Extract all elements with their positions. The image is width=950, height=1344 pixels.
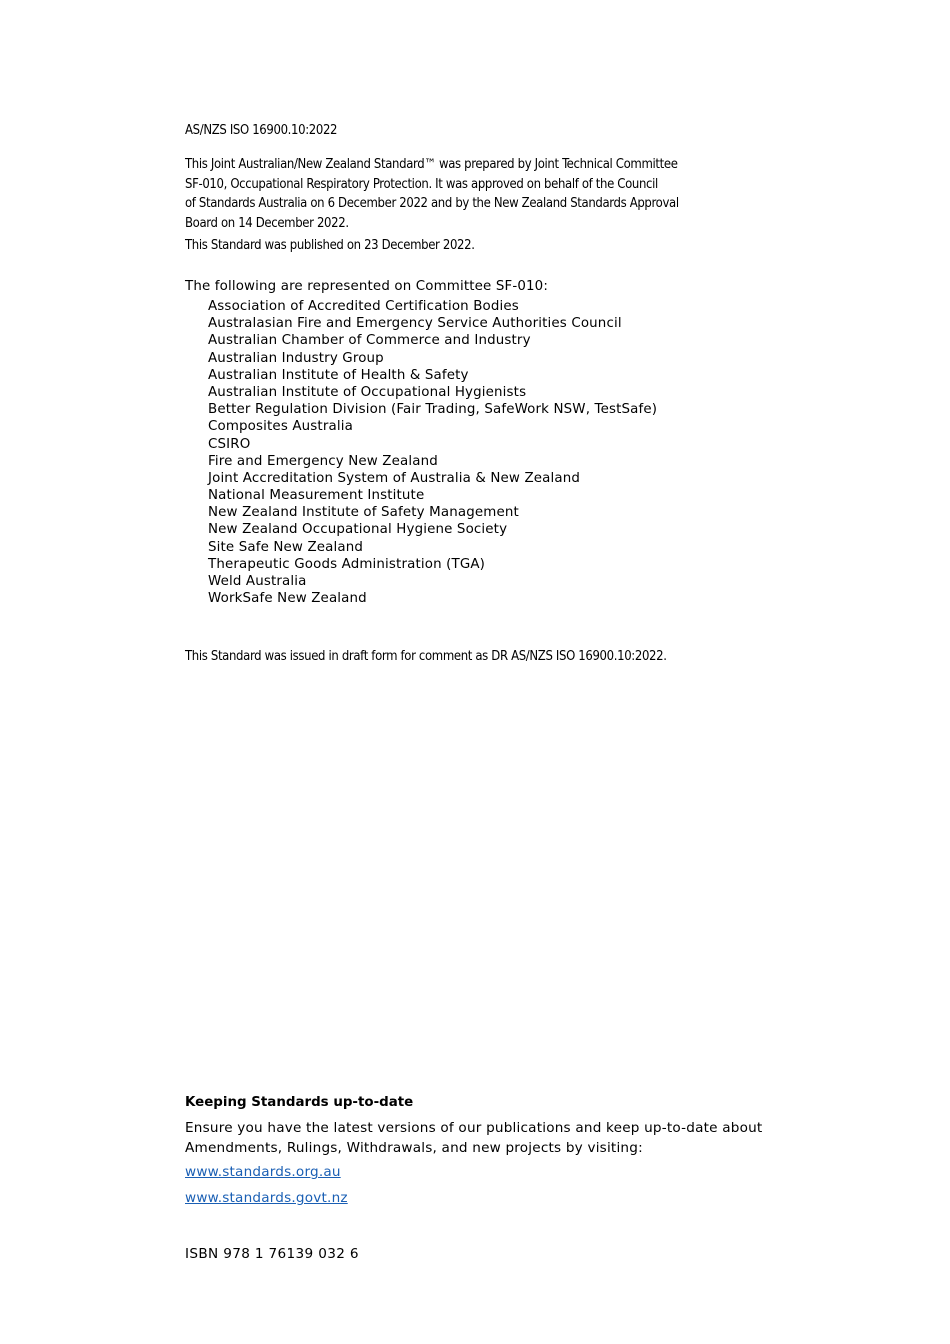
committee-member: Weld Australia [208,574,307,589]
committee-member: Australian Institute of Health & Safety [208,367,469,383]
committee-member: National Measurement Institute [208,488,425,504]
preparation-line: This Joint Australian/New Zealand Standard™ was prepared by Joint Technical Committee [185,157,678,172]
committee-member: New Zealand Institute of Safety Management [208,505,519,521]
committee-member: Australian Industry Group [208,350,384,366]
committee-member: New Zealand Occupational Hygiene Society [208,522,508,538]
committee-member-list [208,298,657,607]
committee-member: Fire and Emergency New Zealand [208,453,438,469]
committee-member: Site Safe New Zealand [208,539,364,555]
committee-member: CSIRO [208,436,251,452]
committee-member: Joint Accreditation System of Australia & New Zealand [208,470,581,486]
committee-member: Therapeutic Goods Administration (TGA) [208,556,486,572]
committee-member: Better Regulation Division (Fair Trading, SafeWork NSW, TestSafe) [208,402,658,418]
preparation-line: Board on 14 December 2022. [185,215,349,231]
committee-member: Australian Chamber of Commerce and Industry [208,333,531,349]
committee-member: Australian Institute of Occupational Hygienists [208,384,527,400]
committee-member: Australasian Fire and Emergency Service Authorities Council [208,316,622,332]
preparation-line: of Standards Australia on 6 December 2022 and by the New Zealand Standards Approval [185,196,679,211]
draft-notice: This Standard was issued in draft form for comment as DR AS/NZS ISO 16900.10:2022. [185,649,667,664]
committee-member: Association of Accredited Certification Bodies [208,299,519,314]
preparation-line: SF-010, Occupational Respiratory Protection. It was approved on behalf of the Council [185,176,658,192]
committee-member: WorkSafe New Zealand [208,591,367,607]
keeping-line: Amendments, Rulings, Withdrawals, and new projects by visiting: [185,1140,643,1156]
document-id: AS/NZS ISO 16900.10:2022 [185,123,338,138]
preparation-paragraph [185,155,785,233]
standards-australia-link[interactable]: www.standards.org.au [185,1164,341,1180]
keeping-up-to-date-heading: Keeping Standards up-to-date [185,1095,414,1110]
isbn: ISBN 978 1 76139 032 6 [185,1246,359,1262]
committee-member: Composites Australia [208,419,353,435]
committee-intro: The following are represented on Committee SF-010: [185,279,548,294]
keeping-up-to-date-paragraph [185,1118,762,1158]
keeping-line: Ensure you have the latest versions of our publications and keep up-to-date about [185,1120,763,1136]
standards-nz-link[interactable]: www.standards.govt.nz [185,1190,348,1206]
publication-date: This Standard was published on 23 December 2022. [185,238,475,253]
